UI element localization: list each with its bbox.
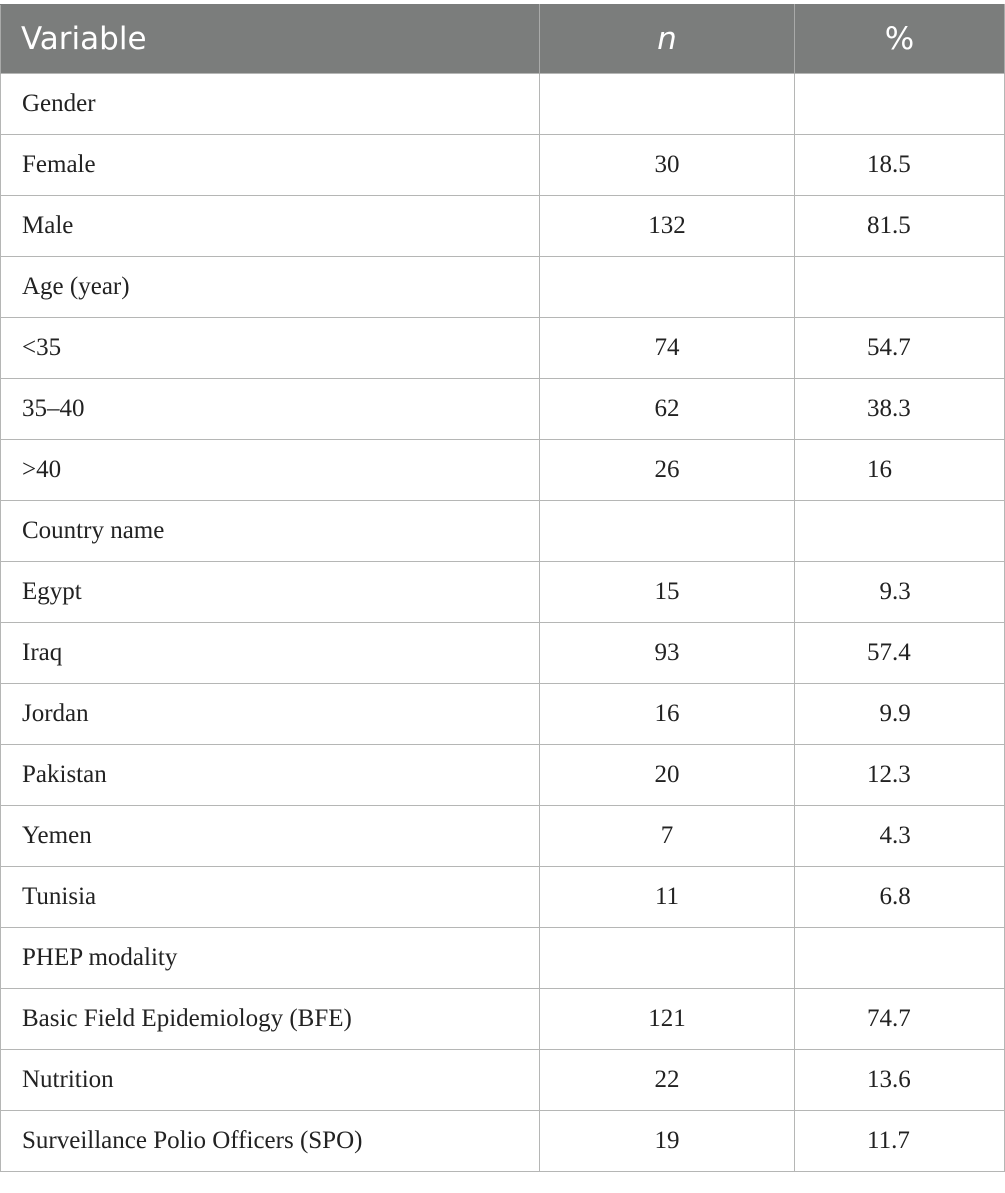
cell-percent: 9.9 <box>795 684 1005 745</box>
table-body <box>1 74 1005 1172</box>
table-row <box>1 440 1005 501</box>
cell-variable: Iraq <box>1 623 540 684</box>
cell-percent: 38.3 <box>795 379 1005 440</box>
cell-percent <box>795 928 1005 989</box>
cell-variable: 35–40 <box>1 379 540 440</box>
cell-percent <box>795 501 1005 562</box>
table-row <box>1 745 1005 806</box>
header-n: n <box>540 5 795 74</box>
table-row <box>1 74 1005 135</box>
table-row <box>1 196 1005 257</box>
cell-variable: >40 <box>1 440 540 501</box>
cell-n: 15 <box>540 562 795 623</box>
table-row <box>1 623 1005 684</box>
cell-percent: 4.3 <box>795 806 1005 867</box>
table-row <box>1 806 1005 867</box>
cell-n: 16 <box>540 684 795 745</box>
header-variable: Variable <box>1 5 540 74</box>
cell-percent: 18.5 <box>795 135 1005 196</box>
header-row <box>1 5 1005 74</box>
cell-n <box>540 74 795 135</box>
cell-variable: Male <box>1 196 540 257</box>
cell-percent: 9.3 <box>795 562 1005 623</box>
cell-n <box>540 928 795 989</box>
data-table <box>0 4 1005 1172</box>
cell-n: 132 <box>540 196 795 257</box>
cell-percent: 57.4 <box>795 623 1005 684</box>
cell-variable: Gender <box>1 74 540 135</box>
header-percent: % <box>795 5 1005 74</box>
table-header <box>1 5 1005 74</box>
cell-variable: Nutrition <box>1 1050 540 1111</box>
table-row <box>1 989 1005 1050</box>
cell-variable: Country name <box>1 501 540 562</box>
cell-percent <box>795 74 1005 135</box>
cell-n: 121 <box>540 989 795 1050</box>
table-row <box>1 684 1005 745</box>
cell-variable: Pakistan <box>1 745 540 806</box>
cell-n: 11 <box>540 867 795 928</box>
cell-variable: Jordan <box>1 684 540 745</box>
cell-percent: 16 <box>795 440 1005 501</box>
cell-n: 7 <box>540 806 795 867</box>
table-row <box>1 501 1005 562</box>
cell-variable: Female <box>1 135 540 196</box>
table-row <box>1 318 1005 379</box>
cell-percent: 11.7 <box>795 1111 1005 1172</box>
cell-percent: 6.8 <box>795 867 1005 928</box>
table-row <box>1 135 1005 196</box>
table-row <box>1 1050 1005 1111</box>
cell-variable: Tunisia <box>1 867 540 928</box>
cell-n: 20 <box>540 745 795 806</box>
cell-n: 26 <box>540 440 795 501</box>
cell-variable: Egypt <box>1 562 540 623</box>
cell-percent: 13.6 <box>795 1050 1005 1111</box>
table-row <box>1 867 1005 928</box>
cell-n: 22 <box>540 1050 795 1111</box>
cell-variable: <35 <box>1 318 540 379</box>
cell-n <box>540 257 795 318</box>
table-row <box>1 1111 1005 1172</box>
cell-percent: 12.3 <box>795 745 1005 806</box>
cell-variable: Surveillance Polio Officers (SPO) <box>1 1111 540 1172</box>
table-row <box>1 562 1005 623</box>
table-row <box>1 257 1005 318</box>
cell-percent <box>795 257 1005 318</box>
table-row <box>1 928 1005 989</box>
cell-n: 62 <box>540 379 795 440</box>
cell-n: 93 <box>540 623 795 684</box>
cell-variable: Basic Field Epidemiology (BFE) <box>1 989 540 1050</box>
cell-n: 74 <box>540 318 795 379</box>
cell-n <box>540 501 795 562</box>
cell-variable: PHEP modality <box>1 928 540 989</box>
cell-percent: 54.7 <box>795 318 1005 379</box>
table-row <box>1 379 1005 440</box>
cell-n: 19 <box>540 1111 795 1172</box>
cell-variable: Age (year) <box>1 257 540 318</box>
cell-n: 30 <box>540 135 795 196</box>
cell-variable: Yemen <box>1 806 540 867</box>
cell-percent: 74.7 <box>795 989 1005 1050</box>
cell-percent: 81.5 <box>795 196 1005 257</box>
